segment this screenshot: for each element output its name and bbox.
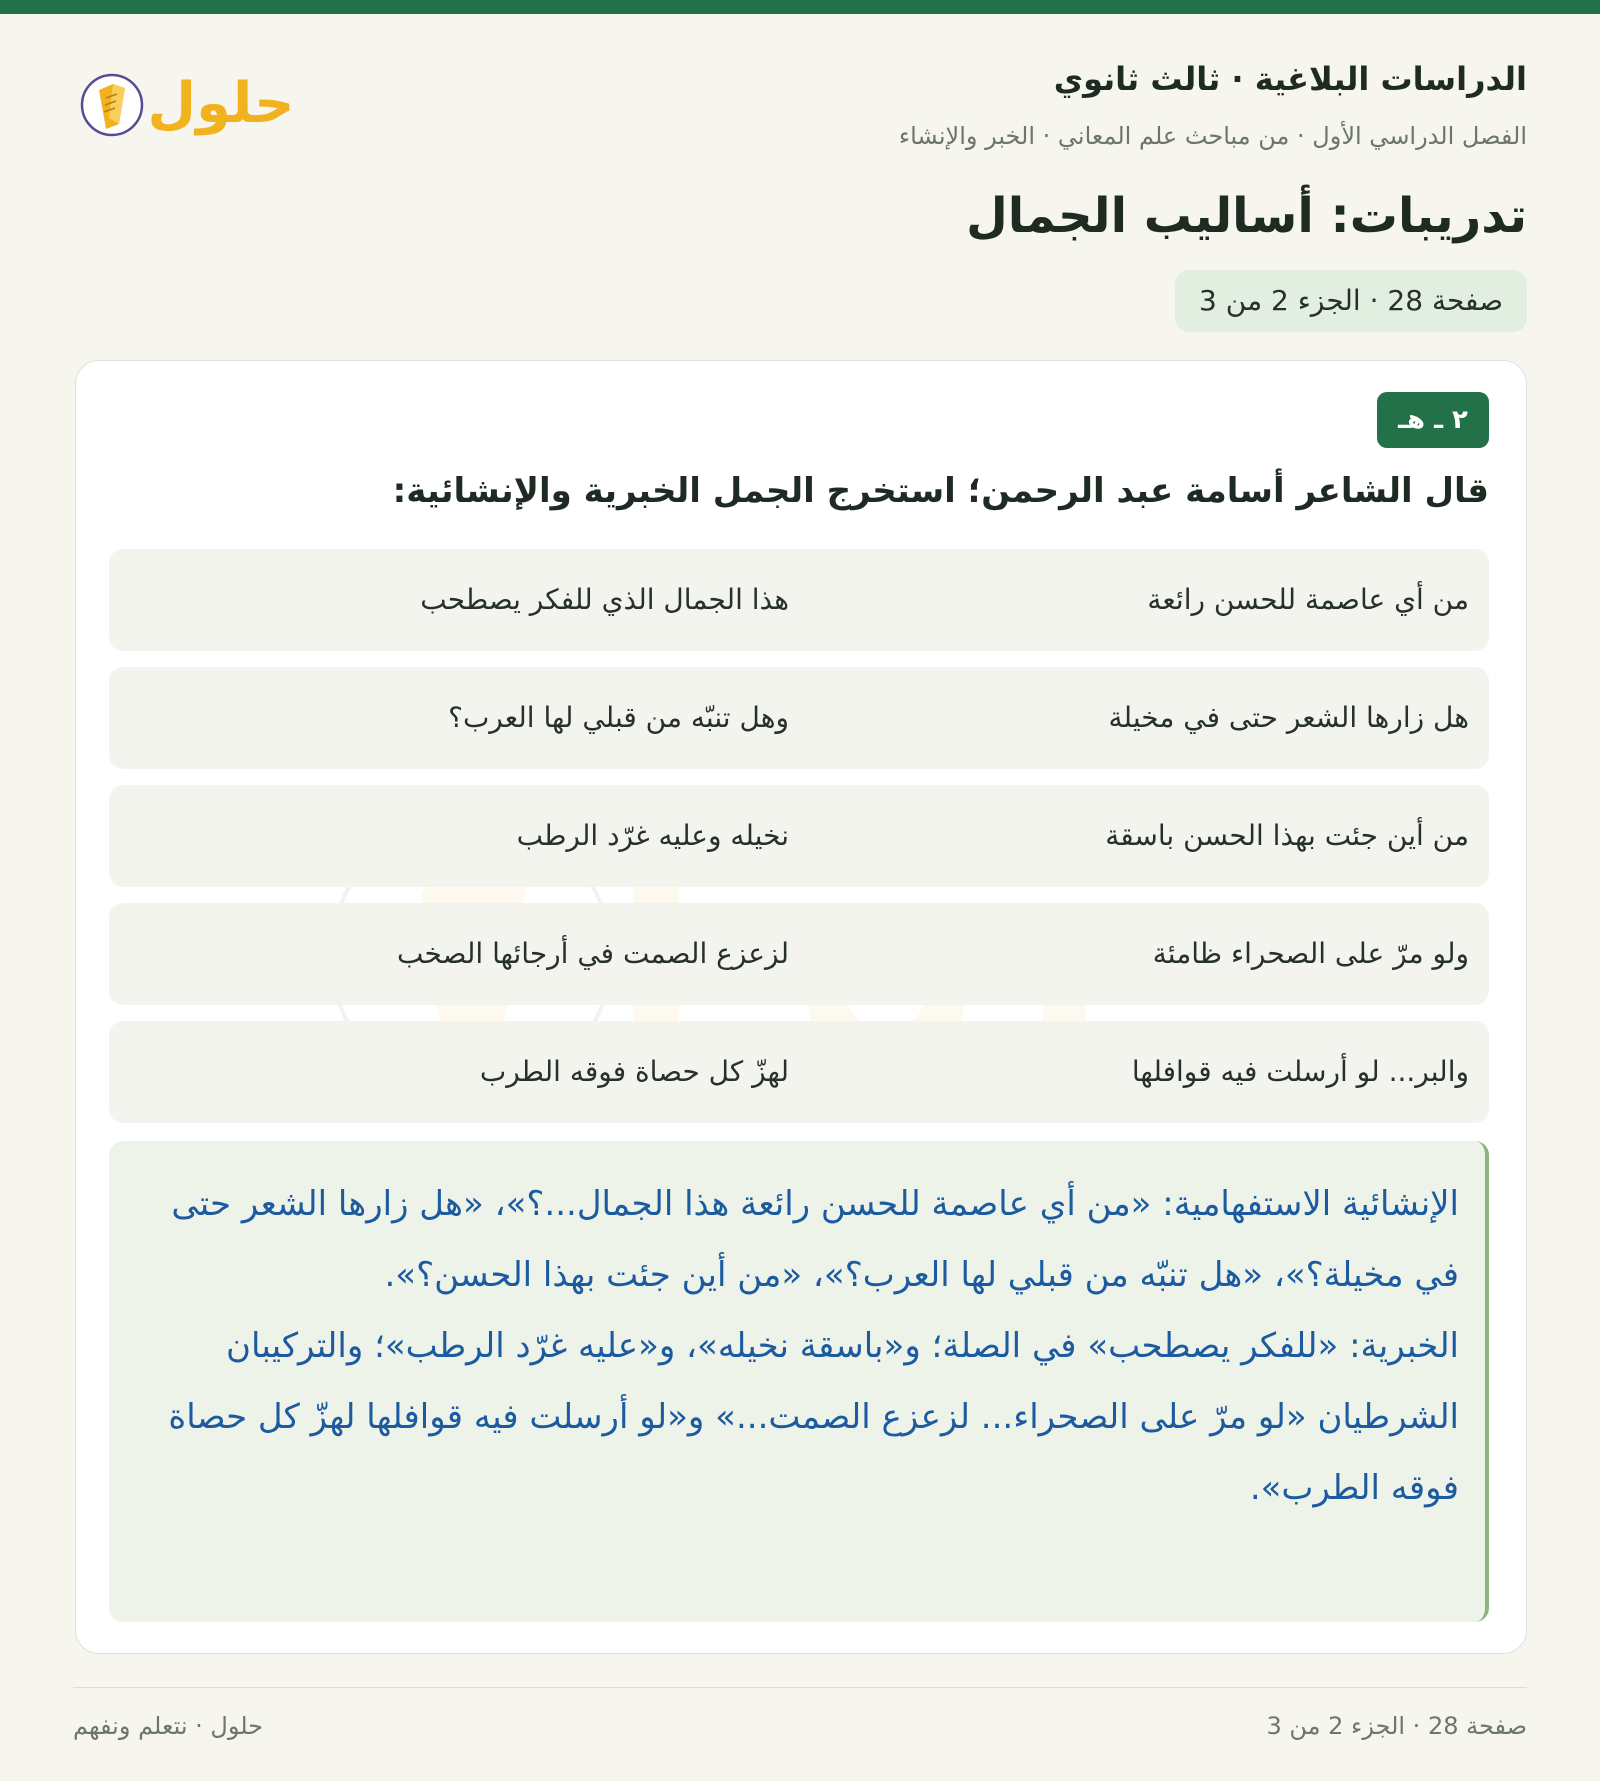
- verse-first-hemistich: من أين جئت بهذا الحسن باسقة: [1105, 819, 1469, 852]
- verse-row: [109, 549, 1489, 651]
- question-number-badge: ٢ ـ هـ: [1377, 392, 1489, 448]
- verse-row: [109, 903, 1489, 1005]
- verse-row: [109, 1021, 1489, 1123]
- question-prompt: قال الشاعر أسامة عبد الرحمن؛ استخرج الجمل الخبرية والإنشائية:: [392, 471, 1489, 511]
- verse-first-hemistich: من أي عاصمة للحسن رائعة: [1147, 583, 1469, 616]
- exercise-card: [75, 360, 1527, 1654]
- answer-box: [109, 1141, 1489, 1622]
- hulul-logo[interactable]: [73, 60, 303, 154]
- footer-page-info: صفحة 28 · الجزء 2 من 3: [1266, 1712, 1527, 1740]
- verse-second-hemistich: لهزّ كل حصاة فوقه الطرب: [479, 1055, 789, 1088]
- verse-second-hemistich: وهل تنبّه من قبلي لها العرب؟: [448, 701, 789, 734]
- verse-second-hemistich: لزعزع الصمت في أرجائها الصخب: [397, 937, 789, 970]
- verse-row: [109, 785, 1489, 887]
- page-info-chip: صفحة 28 · الجزء 2 من 3: [1175, 270, 1527, 332]
- verse-first-hemistich: ولو مرّ على الصحراء ظامئة: [1152, 937, 1469, 970]
- page-header: [73, 60, 1527, 160]
- verse-second-hemistich: هذا الجمال الذي للفكر يصطحب: [420, 583, 789, 616]
- footer-divider: [73, 1687, 1527, 1688]
- page-title: تدريبات: أساليب الجمال: [966, 188, 1527, 244]
- footer-brand: حلول · نتعلم ونفهم: [73, 1712, 263, 1740]
- breadcrumb: الفصل الدراسي الأول · من مباحث علم المعاني · الخبر والإنشاء: [898, 122, 1527, 150]
- verse-list: [109, 549, 1489, 1139]
- logo-wordmark: حلول: [147, 71, 295, 136]
- top-accent-bar: [0, 0, 1600, 14]
- answer-declarative: الخبرية: «للفكر يصطحب» في الصلة؛ و«باسقة نخيله»، و«عليه غرّد الرطب»؛ والتركيبان الشرطيان «لو مرّ على الصحراء... لزعزع الصمت...» و«لو أرسلت فيه قوافلها لهزّ كل حصاة فوقه الطرب».: [168, 1326, 1459, 1508]
- subject-title: الدراسات البلاغية · ثالث ثانوي: [1053, 60, 1527, 98]
- answer-interrogative: الإنشائية الاستفهامية: «من أي عاصمة للحسن رائعة هذا الجمال...؟»، «هل زارها الشعر حتى في مخيلة؟»، «هل تنبّه من قبلي لها العرب؟»، «من أين جئت بهذا الحسن؟».: [171, 1184, 1459, 1295]
- verse-first-hemistich: والبر... لو أرسلت فيه قوافلها: [1131, 1055, 1469, 1088]
- verse-first-hemistich: هل زارها الشعر حتى في مخيلة: [1108, 701, 1469, 734]
- book-icon: [82, 75, 142, 135]
- verse-second-hemistich: نخيله وعليه غرّد الرطب: [516, 819, 789, 852]
- verse-row: [109, 667, 1489, 769]
